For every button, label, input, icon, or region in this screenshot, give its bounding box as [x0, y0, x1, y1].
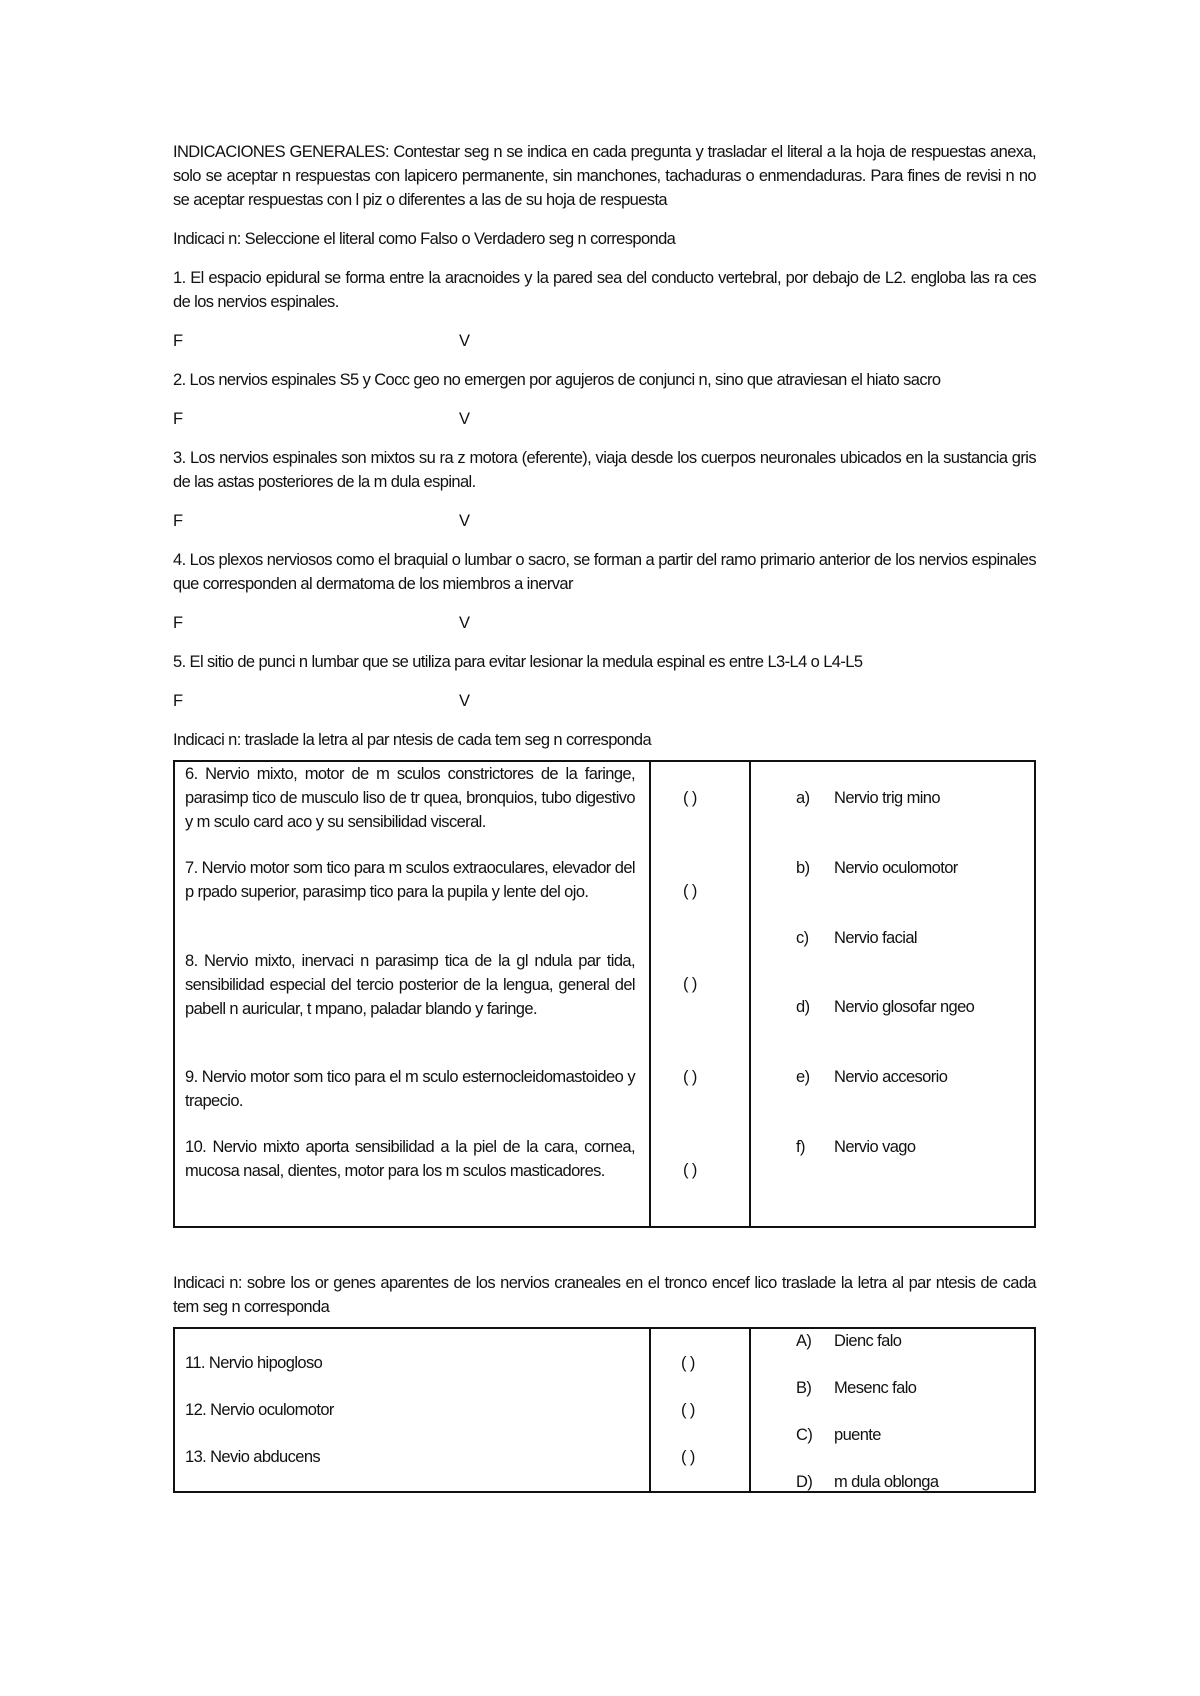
question-2: 2. Los nervios espinales S5 y Cocc geo no emergen por agujeros de conjunci n, sino que atraviesan el hiato sacro — [173, 371, 941, 389]
answer-blank-10[interactable]: ( ) — [683, 1161, 697, 1179]
section3-heading: Indicaci n: sobre los or genes aparentes de los nervios craneales en el tronco encef lico traslade la letra al par ntesis de cada tem seg n corresponda — [173, 1274, 1036, 1316]
answer-blank-9[interactable]: ( ) — [683, 1068, 697, 1086]
option-d: d) Nervio glosofar ngeo — [796, 998, 975, 1016]
option-D: D) m dula oblonga — [796, 1473, 939, 1491]
general-instructions: INDICACIONES GENERALES: Contestar seg n se indica en cada pregunta y trasladar el literal a la hoja de respuestas anexa, solo se aceptar n respuestas con lapicero permanente, sin manchones, tachaduras o enmendaduras. Para fines de revisi n no se aceptar respuestas con l piz o diferentes a las de su hoja de respuesta — [173, 143, 1036, 209]
question-5: 5. El sitio de punci n lumbar que se utiliza para evitar lesionar la medula espinal es entre L3-L4 o L4-L5 — [173, 653, 863, 671]
option-A: A) Dienc falo — [796, 1332, 902, 1350]
question-7: 7. Nervio motor som tico para m sculos extraoculares, elevador del p rpado superior, parasimp tico para la pupila y lente del ojo. — [185, 859, 635, 901]
answer-blank-8[interactable]: ( ) — [683, 975, 697, 993]
question-12: 12. Nervio oculomotor — [185, 1401, 334, 1419]
options-column — [750, 761, 1035, 1227]
true-option[interactable]: V — [459, 410, 470, 428]
answers-column — [650, 1328, 750, 1492]
option-C: C) puente — [796, 1426, 881, 1444]
option-b: b) Nervio oculomotor — [796, 859, 958, 877]
questions-column — [174, 761, 650, 1227]
option-c: c) Nervio facial — [796, 929, 917, 947]
false-option[interactable]: F — [173, 332, 183, 350]
true-option[interactable]: V — [459, 512, 470, 530]
answer-blank-13[interactable]: ( ) — [681, 1448, 695, 1466]
option-B: B) Mesenc falo — [796, 1379, 917, 1397]
matching-table-nerves — [173, 760, 1036, 1228]
question-10: 10. Nervio mixto aporta sensibilidad a la piel de la cara, cornea, mucosa nasal, dientes, motor para los m sculos masticadores. — [185, 1138, 635, 1180]
question-6: 6. Nervio mixto, motor de m sculos constrictores de la faringe, parasimp tico de musculo liso de tr quea, bronquios, tubo digestivo y m sculo card aco y su sensibilidad visceral. — [185, 765, 635, 831]
answer-blank-7[interactable]: ( ) — [683, 882, 697, 900]
question-11: 11. Nervio hipogloso — [185, 1354, 323, 1372]
option-e: e) Nervio accesorio — [796, 1068, 948, 1086]
true-option[interactable]: V — [459, 332, 470, 350]
question-4: 4. Los plexos nerviosos como el braquial o lumbar o sacro, se forman a partir del ramo primario anterior de los nervios espinales que corresponden al dermatoma de los miembros a inervar — [173, 551, 1036, 593]
answer-blank-6[interactable]: ( ) — [683, 789, 697, 807]
question-13: 13. Nevio abducens — [185, 1448, 321, 1466]
answer-blank-11[interactable]: ( ) — [681, 1354, 695, 1372]
answer-row-4 — [173, 611, 1036, 635]
answer-row-2 — [173, 407, 1036, 431]
questions-column — [174, 1328, 650, 1492]
matching-table-origins — [173, 1327, 1036, 1493]
option-f: f) Nervio vago — [796, 1138, 916, 1156]
question-8: 8. Nervio mixto, inervaci n parasimp tica de la gl ndula par tida, sensibilidad especial del tercio posterior de la lengua, general del pabell n auricular, t mpano, paladar blando y faringe. — [185, 952, 635, 1018]
true-option[interactable]: V — [459, 692, 470, 710]
false-option[interactable]: F — [173, 410, 183, 428]
answer-blank-12[interactable]: ( ) — [681, 1401, 695, 1419]
answer-row-1 — [173, 329, 1036, 353]
section1-heading: Indicaci n: Seleccione el literal como Falso o Verdadero seg n corresponda — [173, 230, 676, 248]
question-1: 1. El espacio epidural se forma entre la aracnoides y la pared sea del conducto vertebral, por debajo de L2. engloba las ra ces de los nervios espinales. — [173, 269, 1036, 311]
options-column — [750, 1328, 1035, 1492]
true-option[interactable]: V — [459, 614, 470, 632]
section2-heading: Indicaci n: traslade la letra al par ntesis de cada tem seg n corresponda — [173, 731, 652, 749]
option-a: a) Nervio trig mino — [796, 789, 940, 807]
false-option[interactable]: F — [173, 692, 183, 710]
answer-row-5 — [173, 689, 1036, 713]
question-3: 3. Los nervios espinales son mixtos su ra z motora (eferente), viaja desde los cuerpos neuronales ubicados en la sustancia gris de las astas posteriores de la m dula espinal. — [173, 449, 1036, 491]
answers-column — [650, 761, 750, 1227]
question-9: 9. Nervio motor som tico para el m sculo esternocleidomastoideo y trapecio. — [185, 1068, 635, 1110]
false-option[interactable]: F — [173, 614, 183, 632]
exam-page — [173, 140, 1036, 1493]
answer-row-3 — [173, 509, 1036, 533]
false-option[interactable]: F — [173, 512, 183, 530]
